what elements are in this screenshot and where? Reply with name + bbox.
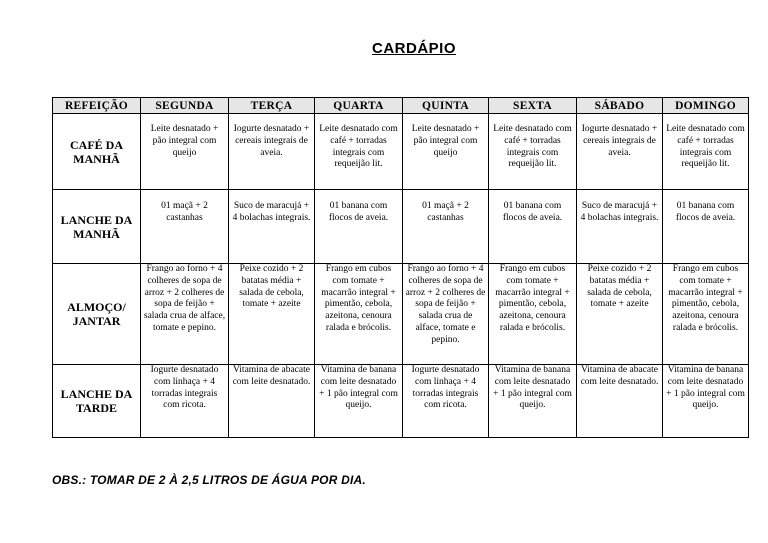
table-cell: Leite desnatado com café + torradas integrais com requeijão lit. (663, 114, 749, 190)
meal-label: LANCHE DA MANHÃ (53, 190, 141, 264)
table-row (53, 190, 749, 264)
table-cell: Leite desnatado com café + torradas integrais com requeijão lit. (315, 114, 403, 190)
header-row (53, 98, 749, 114)
header-sexta: SEXTA (489, 98, 577, 114)
header-segunda: SEGUNDA (141, 98, 229, 114)
table-cell: Peixe cozido + 2 batatas média + salada de cebola, tomate + azeite (229, 264, 315, 365)
table-cell: 01 banana com flocos de aveia. (489, 190, 577, 264)
table-cell: Suco de maracujá + 4 bolachas integrais. (229, 190, 315, 264)
table-cell: Vitamina de banana com leite desnatado + 1 pão integral com queijo. (663, 365, 749, 438)
table-cell: Frango em cubos com tomate + macarrão integral + pimentão, cebola, azeitona, cenoura ralada e brócolis. (489, 264, 577, 365)
table-cell: Iogurte desnatado + cereais integrais de aveia. (229, 114, 315, 190)
table-cell: Vitamina de banana com leite desnatado + 1 pão integral com queijo. (315, 365, 403, 438)
header-domingo: DOMINGO (663, 98, 749, 114)
meal-label: LANCHE DA TARDE (53, 365, 141, 438)
table-cell: Vitamina de abacate com leite desnatado. (229, 365, 315, 438)
table-cell: Frango em cubos com tomate + macarrão integral + pimentão, cebola, azeitona, cenoura ralada e brócolis. (315, 264, 403, 365)
table-cell: Frango ao forno + 4 colheres de sopa de arroz + 2 colheres de sopa de feijão + salada crua de alface, tomate e pepino. (141, 264, 229, 365)
header-sabado: SÁBADO (577, 98, 663, 114)
table-cell: Leite desnatado + pão integral com queijo (141, 114, 229, 190)
meal-label: ALMOÇO/ JANTAR (53, 264, 141, 365)
table-cell: Leite desnatado com café + torradas integrais com requeijão lit. (489, 114, 577, 190)
table-cell: Frango em cubos com tomate + macarrão integral + pimentão, cebola, azeitona, cenoura ralada e brócolis. (663, 264, 749, 365)
table-cell: 01 banana com flocos de aveia. (663, 190, 749, 264)
table-cell: Vitamina de banana com leite desnatado + 1 pão integral com queijo. (489, 365, 577, 438)
table-cell: Iogurte desnatado com linhaça + 4 torradas integrais com ricota. (403, 365, 489, 438)
obs-note: OBS.: TOMAR DE 2 À 2,5 LITROS DE ÁGUA POR DIA. (52, 473, 366, 487)
menu-table (52, 97, 749, 438)
table-cell: Vitamina de abacate com leite desnatado. (577, 365, 663, 438)
table-cell: Peixe cozido + 2 batatas média + salada de cebola, tomate + azeite (577, 264, 663, 365)
table-cell: 01 maçã + 2 castanhas (403, 190, 489, 264)
header-terca: TERÇA (229, 98, 315, 114)
page-title: CARDÁPIO (371, 40, 456, 57)
header-quarta: QUARTA (315, 98, 403, 114)
table-row (53, 264, 749, 365)
table-cell: Iogurte desnatado + cereais integrais de aveia. (577, 114, 663, 190)
table-cell: Frango ao forno + 4 colheres de sopa de arroz + 2 colheres de sopa de feijão + salada crua de alface, tomate e pepino. (403, 264, 489, 365)
header-quinta: QUINTA (403, 98, 489, 114)
header-refeicao: REFEIÇÃO (53, 98, 141, 114)
table-row (53, 365, 749, 438)
table-cell: Suco de maracujá + 4 bolachas integrais. (577, 190, 663, 264)
table-cell: Leite desnatado + pão integral com queijo (403, 114, 489, 190)
table-cell: Iogurte desnatado com linhaça + 4 torradas integrais com ricota. (141, 365, 229, 438)
table-cell: 01 banana com flocos de aveia. (315, 190, 403, 264)
meal-label: CAFÉ DA MANHÃ (53, 114, 141, 190)
table-row (53, 114, 749, 190)
table-cell: 01 maçã + 2 castanhas (141, 190, 229, 264)
